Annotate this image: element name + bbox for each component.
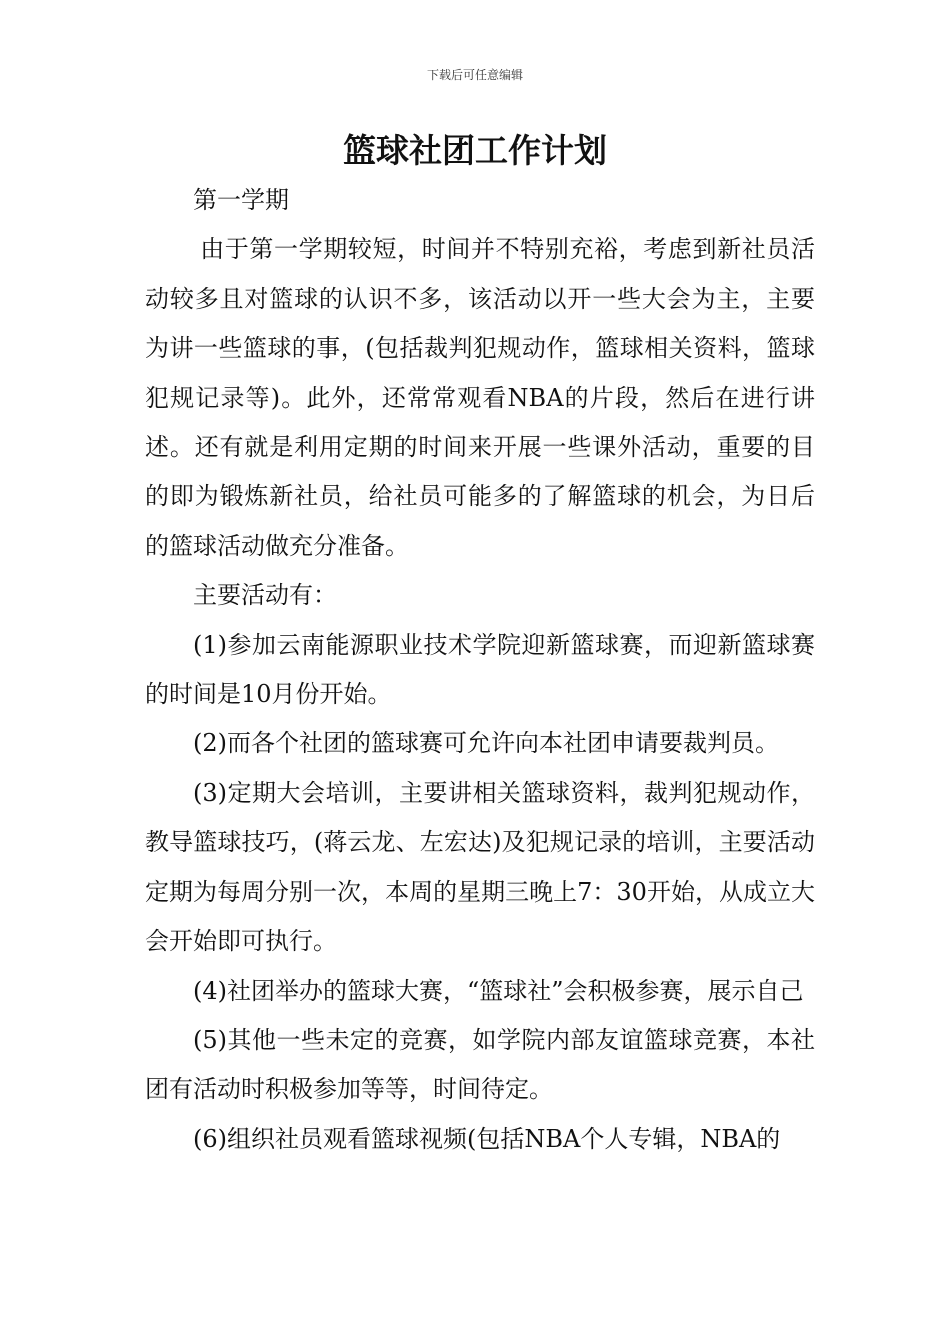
intro-paragraph: 由于第一学期较短，时间并不特别充裕，考虑到新社员活动较多且对篮球的认识不多，该活动以开一些大会为主，主要为讲一些篮球的事，(包括裁判犯规动作，篮球相关资料，篮球犯规记录等)。此外，还常常观看NBA的片段，然后在进行讲述。还有就是利用定期的时间来开展一些课外活动，重要的目的即为锻炼新社员，给社员可能多的了解篮球的机会，为日后的篮球活动做充分准备。 xyxy=(145,235,815,560)
activity-item-4: (4)社团举办的篮球大赛，“篮球社”会积极参赛，展示自己 xyxy=(193,976,804,1005)
activity-item-1: (1)参加云南能源职业技术学院迎新篮球赛，而迎新篮球赛的时间是10月份开始。 xyxy=(145,630,815,709)
activity-item-2: (2)而各个社团的篮球赛可允许向本社团申请要裁判员。 xyxy=(193,729,779,758)
activities-heading: 主要活动有： xyxy=(193,581,337,610)
document-body xyxy=(145,176,815,1164)
activity-item-6: (6)组织社员观看篮球视频(包括NBA个人专辑，NBA的 xyxy=(193,1124,781,1153)
section-heading: 第一学期 xyxy=(193,186,289,214)
activity-item-5: (5)其他一些未定的竞赛，如学院内部友谊篮球竞赛，本社团有活动时积极参加等等，时间待定。 xyxy=(145,1025,815,1104)
document-title: 篮球社团工作计划 xyxy=(343,131,607,170)
header-note: 下载后可任意编辑 xyxy=(426,68,523,82)
activity-item-3: (3)定期大会培训，主要讲相关篮球资料，裁判犯规动作，教导篮球技巧，(蒋云龙、左宏达)及犯规记录的培训，主要活动定期为每周分别一次，本周的星期三晚上7：30开始，从成立大会开始即可执行。 xyxy=(145,778,815,956)
